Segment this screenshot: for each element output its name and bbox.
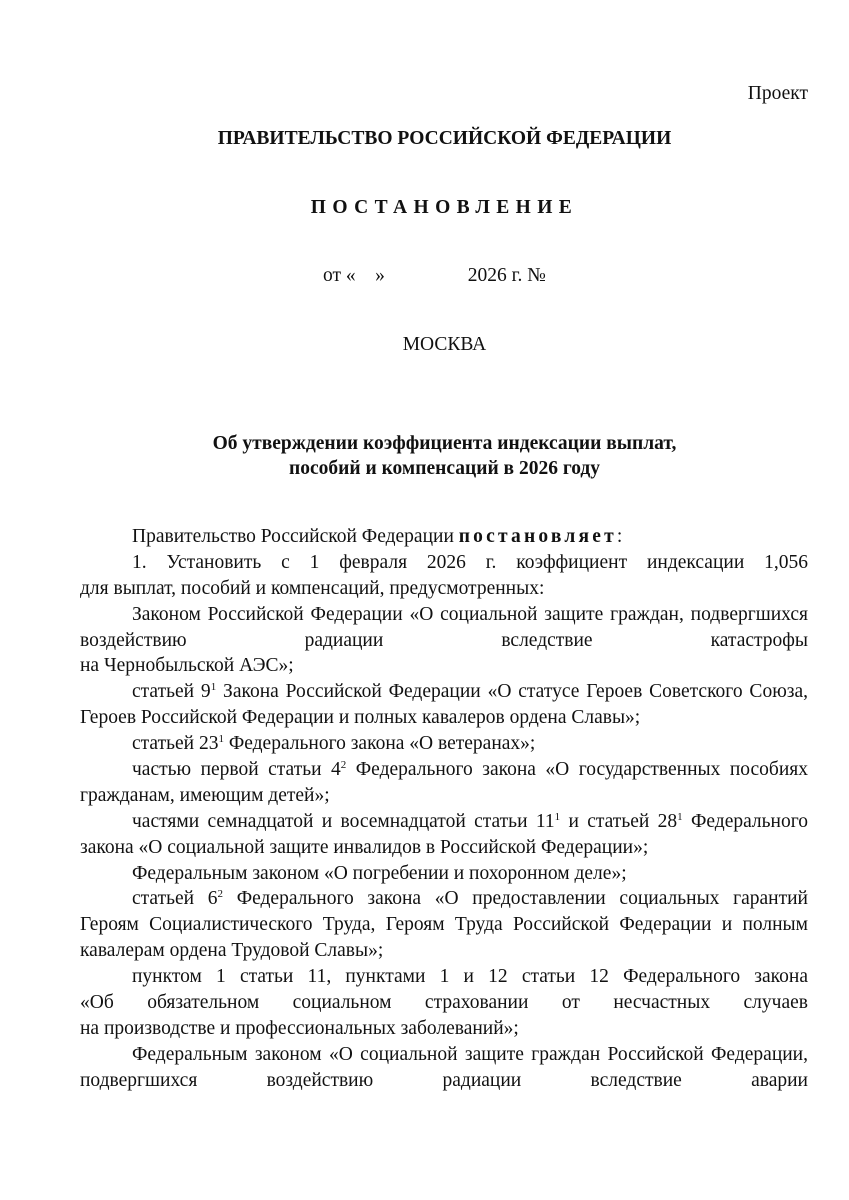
subject-line: пособий и компенсаций в 2026 году: [288, 458, 601, 479]
text-segment: Правительство Российской Федерации: [132, 526, 459, 547]
superscript: 2: [217, 888, 224, 901]
body-line: [80, 990, 808, 1016]
text-segment: «Об обязательном социальном страховании от несчастных случаев: [80, 992, 808, 1014]
text-segment: Федеральным законом «О погребении и похоронном деле»;: [132, 862, 627, 884]
emphasized-verb: постановляет: [458, 526, 617, 547]
document-subject: [0, 431, 849, 481]
superscript: 1: [554, 810, 561, 823]
subject-line: Об утверждении коэффициента индексации выплат,: [212, 433, 677, 454]
body-line: [80, 705, 808, 731]
body-line: [80, 576, 808, 602]
text-segment: Законом Российской Федерации «О социальной защите граждан, подвергшихся: [132, 603, 808, 625]
text-segment: гражданам, имеющим детей»;: [80, 784, 330, 806]
body-line: [80, 731, 808, 757]
text-segment: частью первой статьи 4: [132, 759, 341, 781]
text-segment: Федерального: [682, 810, 808, 832]
text-segment: и статьей 28: [560, 810, 678, 832]
text-segment: для выплат, пособий и компенсаций, предусмотренных:: [80, 577, 545, 599]
text-segment: Героев Российской Федерации и полных кавалеров ордена Славы»;: [80, 707, 641, 729]
text-segment: статьей 9: [132, 681, 211, 703]
text-segment: Героям Социалистического Труда, Героям Труда Российской Федерации и полным: [80, 914, 808, 936]
text-segment: Федерального закона «О ветеранах»;: [223, 733, 536, 755]
document-body: [80, 524, 808, 1094]
text-segment: статьей 23: [132, 733, 219, 755]
body-line: [80, 679, 808, 705]
text-segment: пунктом 1 статьи 11, пунктами 1 и 12 статьи 12 Федерального закона: [132, 966, 808, 988]
city-name: МОСКВА: [402, 334, 487, 355]
superscript: 1: [677, 810, 683, 823]
body-line: [80, 964, 808, 990]
text-segment: воздействию радиации вследствие катастрофы: [80, 629, 808, 651]
body-line: [80, 783, 808, 809]
superscript: 1: [210, 681, 217, 694]
body-line: [80, 835, 808, 861]
text-segment: статьей 6: [132, 888, 218, 910]
body-line: [80, 912, 808, 938]
body-line: [80, 757, 808, 783]
text-segment: закона «О социальной защите инвалидов в Российской Федерации»;: [80, 836, 649, 858]
date-line: от « » 2026 г. №: [323, 265, 546, 286]
body-line: [80, 628, 808, 654]
body-line: [80, 602, 808, 628]
government-heading: ПРАВИТЕЛЬСТВО РОССИЙСКОЙ ФЕДЕРАЦИИ: [217, 128, 672, 149]
text-segment: Федеральным законом «О социальной защите граждан Российской Федерации,: [132, 1043, 808, 1065]
body-line: [80, 861, 808, 887]
body-line: [80, 524, 808, 550]
text-segment: :: [616, 526, 623, 547]
body-line: [80, 550, 808, 576]
body-line: [80, 886, 808, 912]
body-line: [80, 1016, 808, 1042]
text-segment: на Чернобыльской АЭС»;: [80, 655, 294, 677]
text-segment: Федерального закона «О предоставлении социальных гарантий: [223, 888, 808, 910]
text-segment: подвергшихся воздействию радиации вследствие аварии: [80, 1069, 808, 1091]
body-line: [80, 809, 808, 835]
decree-heading: ПОСТАНОВЛЕНИЕ: [310, 197, 579, 218]
draft-label: Проект: [747, 83, 808, 104]
text-segment: 1. Установить с 1 февраля 2026 г. коэффициент индексации 1,056: [132, 551, 808, 573]
text-segment: кавалерам ордена Трудовой Славы»;: [80, 940, 384, 962]
superscript: 1: [218, 733, 224, 746]
text-segment: на производстве и профессиональных заболеваний»;: [80, 1017, 519, 1039]
body-line: [80, 1042, 808, 1068]
body-line: [80, 938, 808, 964]
body-line: [80, 653, 808, 679]
body-line: [80, 1068, 808, 1094]
superscript: 2: [340, 759, 347, 772]
text-segment: Федерального закона «О государственных пособиях: [346, 759, 808, 781]
text-segment: частями семнадцатой и восемнадцатой статьи 11: [132, 810, 555, 832]
text-segment: Закона Российской Федерации «О статусе Героев Советского Союза,: [216, 681, 808, 703]
